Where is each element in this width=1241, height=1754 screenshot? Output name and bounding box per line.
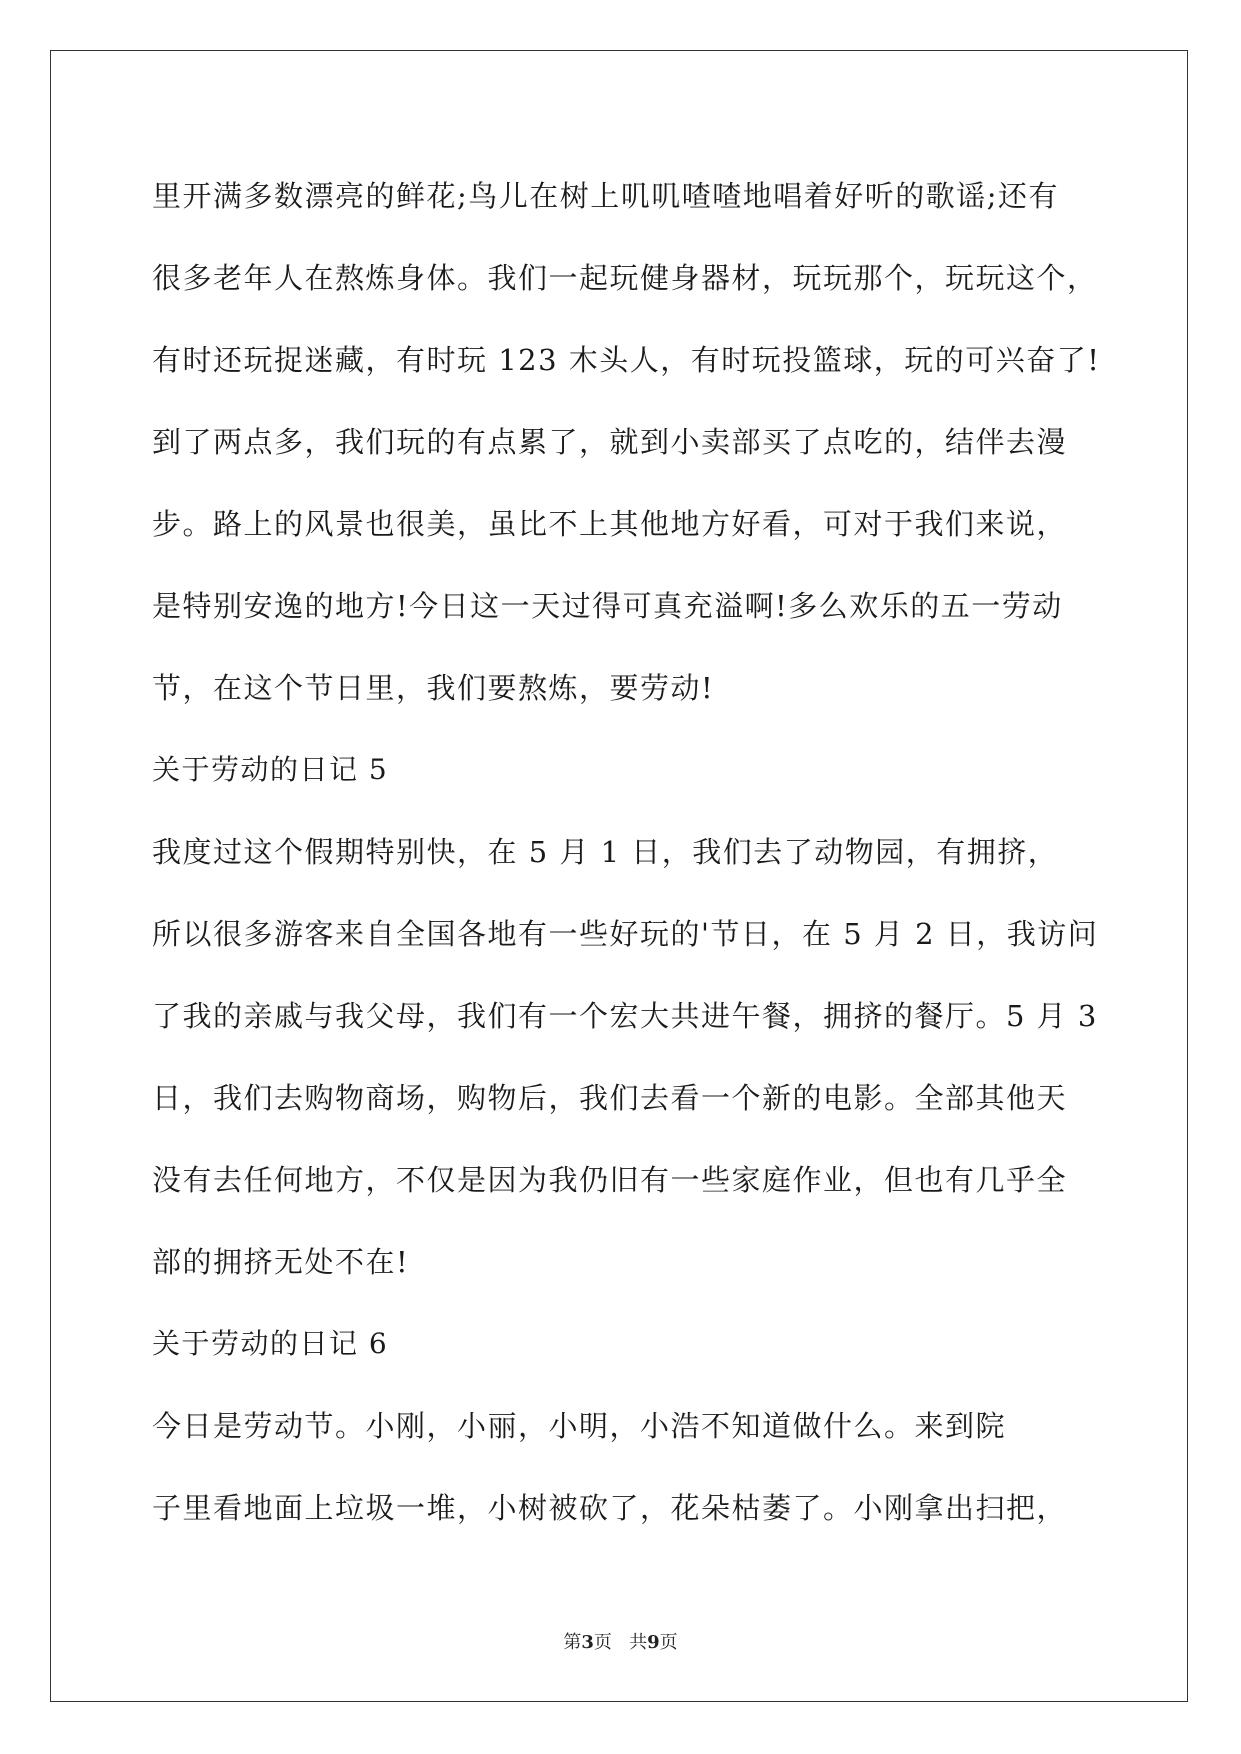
text-line: 没有去任何地方，不仅是因为我仍旧有一些家庭作业，但也有几乎全 <box>152 1163 1068 1197</box>
text-line: 所以很多游客来自全国各地有一些好玩的'节日，在 5 月 2 日，我访问 <box>152 917 1099 951</box>
text-line: 里开满多数漂亮的鲜花;鸟儿在树上叽叽喳喳地唱着好听的歌谣;还有 <box>152 179 1060 213</box>
page-current: 3 <box>581 1632 594 1653</box>
section-heading-6: 关于劳动的日记 6 <box>152 1327 389 1360</box>
text-line: 很多老年人在熬炼身体。我们一起玩健身器材，玩玩那个，玩玩这个， <box>152 261 1098 295</box>
page-mid: 页 共 <box>593 1632 648 1653</box>
text-line: 有时还玩捉迷藏，有时玩 123 木头人，有时玩投篮球，玩的可兴奋了! <box>152 343 1101 377</box>
text-line: 部的拥挤无处不在! <box>152 1245 410 1279</box>
text-line: 我度过这个假期特别快，在 5 月 1 日，我们去了动物园，有拥挤， <box>152 835 1059 869</box>
document-body <box>152 155 1102 1549</box>
page-footer <box>0 1628 1241 1654</box>
text-line: 今日是劳动节。小刚，小丽，小明，小浩不知道做什么。来到院 <box>152 1409 1007 1443</box>
text-line: 子里看地面上垃圾一堆，小树被砍了，花朵枯萎了。小刚拿出扫把， <box>152 1491 1068 1525</box>
page-total: 9 <box>647 1632 660 1653</box>
page-prefix: 第 <box>563 1632 582 1653</box>
text-line: 日，我们去购物商场，购物后，我们去看一个新的电影。全部其他天 <box>152 1081 1068 1115</box>
text-line: 节，在这个节日里，我们要熬炼，要劳动! <box>152 671 715 705</box>
section-heading-5: 关于劳动的日记 5 <box>152 753 389 786</box>
page-suffix: 页 <box>659 1632 678 1653</box>
text-line: 到了两点多，我们玩的有点累了，就到小卖部买了点吃的，结伴去漫 <box>152 425 1068 459</box>
text-line: 了我的亲戚与我父母，我们有一个宏大共进午餐，拥挤的餐厅。5 月 3 <box>152 999 1098 1033</box>
text-line: 是特别安逸的地方!今日这一天过得可真充溢啊!多么欢乐的五一劳动 <box>152 589 1063 623</box>
text-line: 步。路上的风景也很美，虽比不上其他地方好看，可对于我们来说， <box>152 507 1068 541</box>
